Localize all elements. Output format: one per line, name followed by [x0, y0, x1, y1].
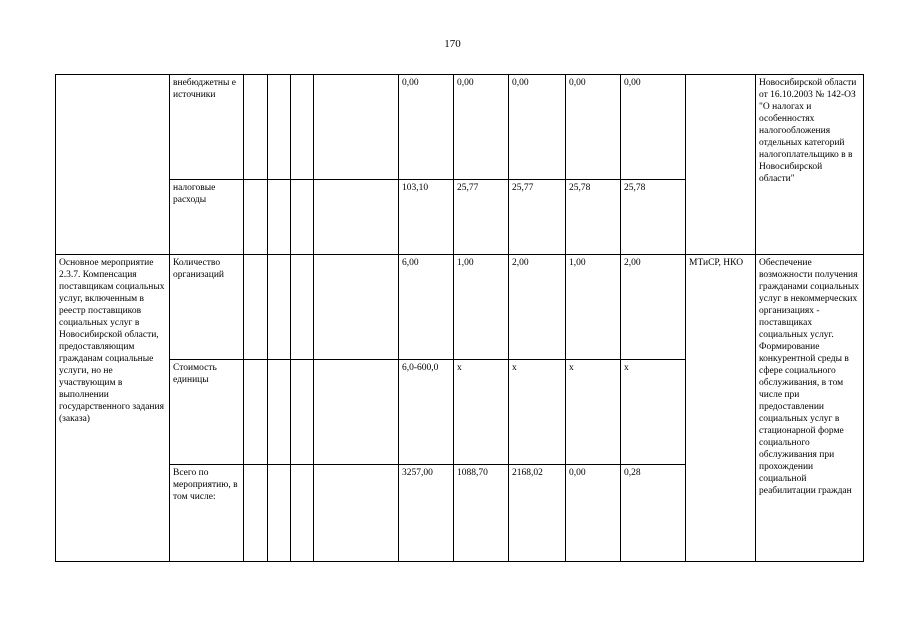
cell-empty	[244, 255, 268, 360]
cell-source: налоговые расходы	[170, 180, 244, 255]
cell-value: 1,00	[566, 255, 621, 360]
cell-event-empty	[56, 75, 170, 255]
cell-empty	[291, 75, 314, 180]
cell-empty	[268, 360, 291, 465]
cell-empty	[244, 180, 268, 255]
cell-event-title: Основное мероприятие 2.3.7. Компенсация поставщикам социальных услуг, включенным в реестр поставщиков социальных услуг в Новосибирской области, предоставляющим гражданам социальные услуги, но не участвующим в выполнении государственного задания (заказа)	[56, 255, 170, 562]
cell-value: 0,00	[566, 75, 621, 180]
cell-value: 0,00	[454, 75, 509, 180]
cell-empty	[291, 255, 314, 360]
cell-value: 1088,70	[454, 465, 509, 562]
cell-value: 6,00	[399, 255, 454, 360]
cell-value: 0,00	[566, 465, 621, 562]
cell-value: 2168,02	[509, 465, 566, 562]
cell-value: х	[454, 360, 509, 465]
cell-result: Новосибирской области от 16.10.2003 № 142-ОЗ "О налогах и особенностях налогообложения отдельных категорий налогоплательщико в в Новосибирской области"	[756, 75, 864, 255]
cell-value: 2,00	[621, 255, 686, 360]
program-table	[55, 74, 864, 562]
cell-empty	[314, 75, 399, 180]
cell-result: Обеспечение возможности получения гражданами социальных услуг в некоммерческих организациях - поставщиках социальных услуг. Формирование конкурентной среды в сфере социального обслуживания, в том числе при предоставлении социальных услуг в стационарной форме социального обслуживания при прохождении социальной реабилитации граждан	[756, 255, 864, 562]
cell-value: 3257,00	[399, 465, 454, 562]
cell-empty	[268, 255, 291, 360]
cell-value: 2,00	[509, 255, 566, 360]
cell-value: 0,00	[509, 75, 566, 180]
cell-executor: МТиСР, НКО	[686, 255, 756, 562]
cell-value: х	[621, 360, 686, 465]
cell-empty	[314, 255, 399, 360]
cell-value: х	[509, 360, 566, 465]
cell-empty	[291, 465, 314, 562]
cell-value: 0,00	[621, 75, 686, 180]
cell-value: 0,00	[399, 75, 454, 180]
cell-value: 25,77	[509, 180, 566, 255]
cell-empty	[244, 75, 268, 180]
cell-indicator: Стоимость единицы	[170, 360, 244, 465]
cell-empty	[291, 360, 314, 465]
cell-empty	[268, 75, 291, 180]
cell-empty	[314, 360, 399, 465]
cell-value: 1,00	[454, 255, 509, 360]
cell-executor-empty	[686, 75, 756, 255]
cell-value: 103,10	[399, 180, 454, 255]
cell-indicator: Всего по мероприятию, в том числе:	[170, 465, 244, 562]
cell-value: 6,0-600,0	[399, 360, 454, 465]
cell-empty	[291, 180, 314, 255]
cell-empty	[314, 465, 399, 562]
cell-empty	[314, 180, 399, 255]
cell-empty	[244, 360, 268, 465]
cell-value: 0,28	[621, 465, 686, 562]
cell-value: 25,78	[621, 180, 686, 255]
table-row	[56, 255, 864, 360]
cell-source: внебюджетны е источники	[170, 75, 244, 180]
cell-value: 25,78	[566, 180, 621, 255]
table-row	[56, 75, 864, 180]
cell-value: х	[566, 360, 621, 465]
cell-value: 25,77	[454, 180, 509, 255]
cell-empty	[244, 465, 268, 562]
cell-indicator: Количество организаций	[170, 255, 244, 360]
cell-empty	[268, 465, 291, 562]
page-number: 170	[444, 38, 461, 50]
cell-empty	[268, 180, 291, 255]
